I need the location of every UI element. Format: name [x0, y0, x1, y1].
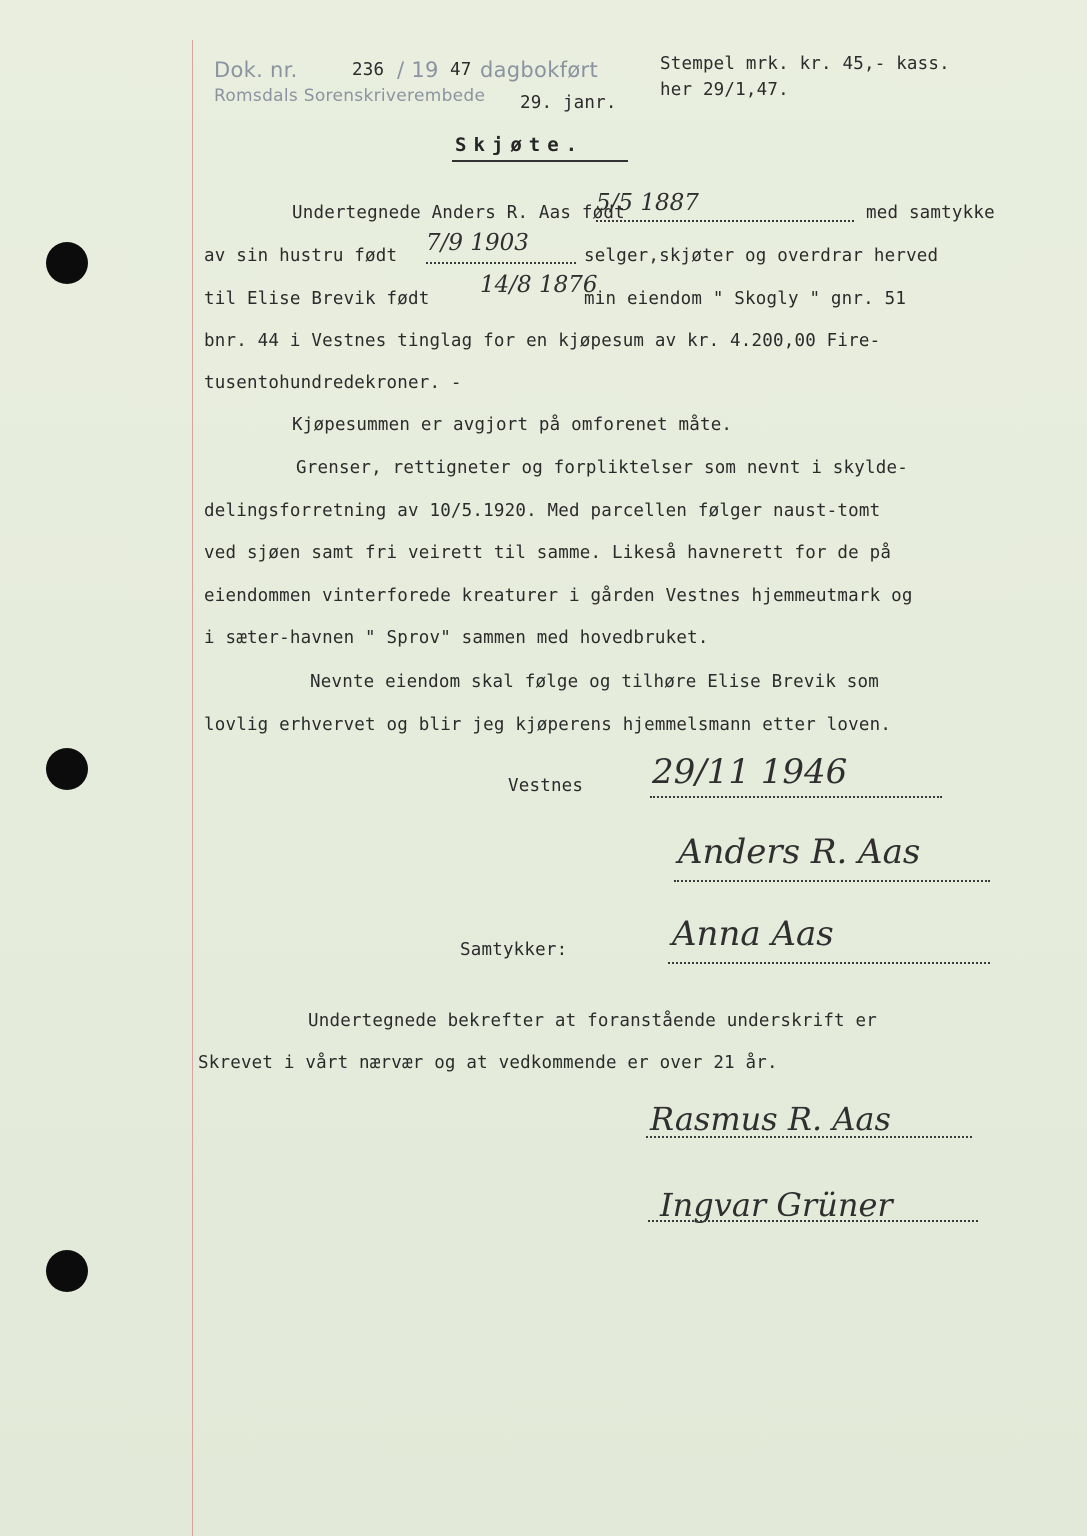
- body-p3-line-1: Grenser, rettigneter og forpliktelser som nevnt i skylde-: [296, 458, 908, 478]
- witness-line-2: Skrevet i vårt nærvær og at vedkommende er over 21 år.: [198, 1053, 778, 1073]
- seller-signature: Anders R. Aas: [678, 832, 921, 872]
- consent-label: Samtykker:: [460, 940, 568, 960]
- witness-line-1: Undertegnede bekrefter at foranstående underskrift er: [308, 1011, 878, 1031]
- fee-note-line2: her 29/1,47.: [660, 80, 789, 100]
- fill-dots: [674, 880, 990, 882]
- fill-dots: [646, 1136, 972, 1138]
- body-p3-line-2: delingsforretning av 10/5.1920. Med parcellen følger naust-tomt: [204, 501, 881, 521]
- fill-dots: [648, 1220, 978, 1222]
- witness-signature-1: Rasmus R. Aas: [650, 1100, 891, 1138]
- fill-dots: [426, 262, 576, 264]
- document-title: Skjøte.: [455, 134, 585, 156]
- punch-hole: [46, 1250, 88, 1292]
- signing-date: 29/11 1946: [652, 752, 848, 792]
- title-underline: [452, 160, 628, 162]
- birthdate-buyer: 14/8 1876: [480, 272, 598, 298]
- body-line-2a: av sin hustru født: [204, 246, 398, 266]
- birthdate-seller: 5/5 1887: [596, 190, 699, 216]
- body-p3-line-4: eiendommen vinterforede kreaturer i gården Vestnes hjemmeutmark og: [204, 586, 913, 606]
- consent-signature: Anna Aas: [672, 914, 834, 954]
- body-p3-line-3: ved sjøen samt fri veirett til samme. Likeså havnerett for de på: [204, 543, 892, 563]
- punch-hole: [46, 748, 88, 790]
- fill-dots: [668, 962, 990, 964]
- body-line-2b: selger,skjøter og overdrar herved: [584, 246, 939, 266]
- body-paragraph-2: Kjøpesummen er avgjort på omforenet måte.: [292, 415, 733, 435]
- body-line-4: bnr. 44 i Vestnes tinglag for en kjøpesum av kr. 4.200,00 Fire-: [204, 331, 881, 351]
- place-label: Vestnes: [508, 776, 584, 796]
- stamp-office: Romsdals Sorenskriverembede: [214, 86, 486, 106]
- stamp-dok-number: 236: [352, 60, 385, 80]
- stamp-dok-label: Dok. nr.: [214, 58, 298, 82]
- fee-note-line1: Stempel mrk. kr. 45,- kass.: [660, 54, 950, 74]
- body-p4-line-2: lovlig erhvervet og blir jeg kjøperens hjemmelsmann etter loven.: [204, 715, 892, 735]
- margin-rule: [192, 40, 193, 1536]
- body-line-5: tusentohundredekroner. -: [204, 373, 462, 393]
- stamp-year-prefix: / 19: [397, 58, 439, 82]
- punch-hole: [46, 242, 88, 284]
- stamp-year: 47: [450, 60, 472, 80]
- body-line-3b: min eiendom " Skogly " gnr. 51: [584, 289, 907, 309]
- fill-dots: [650, 796, 942, 798]
- fill-dots: [596, 220, 854, 222]
- body-p4-line-1: Nevnte eiendom skal følge og tilhøre Elise Brevik som: [310, 672, 880, 692]
- body-line-1a: Undertegnede Anders R. Aas født: [292, 203, 625, 223]
- birthdate-wife: 7/9 1903: [426, 230, 529, 256]
- body-line-3a: til Elise Brevik født: [204, 289, 430, 309]
- stamp-dagbok: dagbokført: [480, 58, 598, 82]
- witness-signature-2: Ingvar Grüner: [660, 1186, 893, 1224]
- body-line-1b: med samtykke: [866, 203, 995, 223]
- body-p3-line-5: i sæter-havnen " Sprov" sammen med hovedbruket.: [204, 628, 709, 648]
- stamp-date: 29. janr.: [520, 93, 617, 113]
